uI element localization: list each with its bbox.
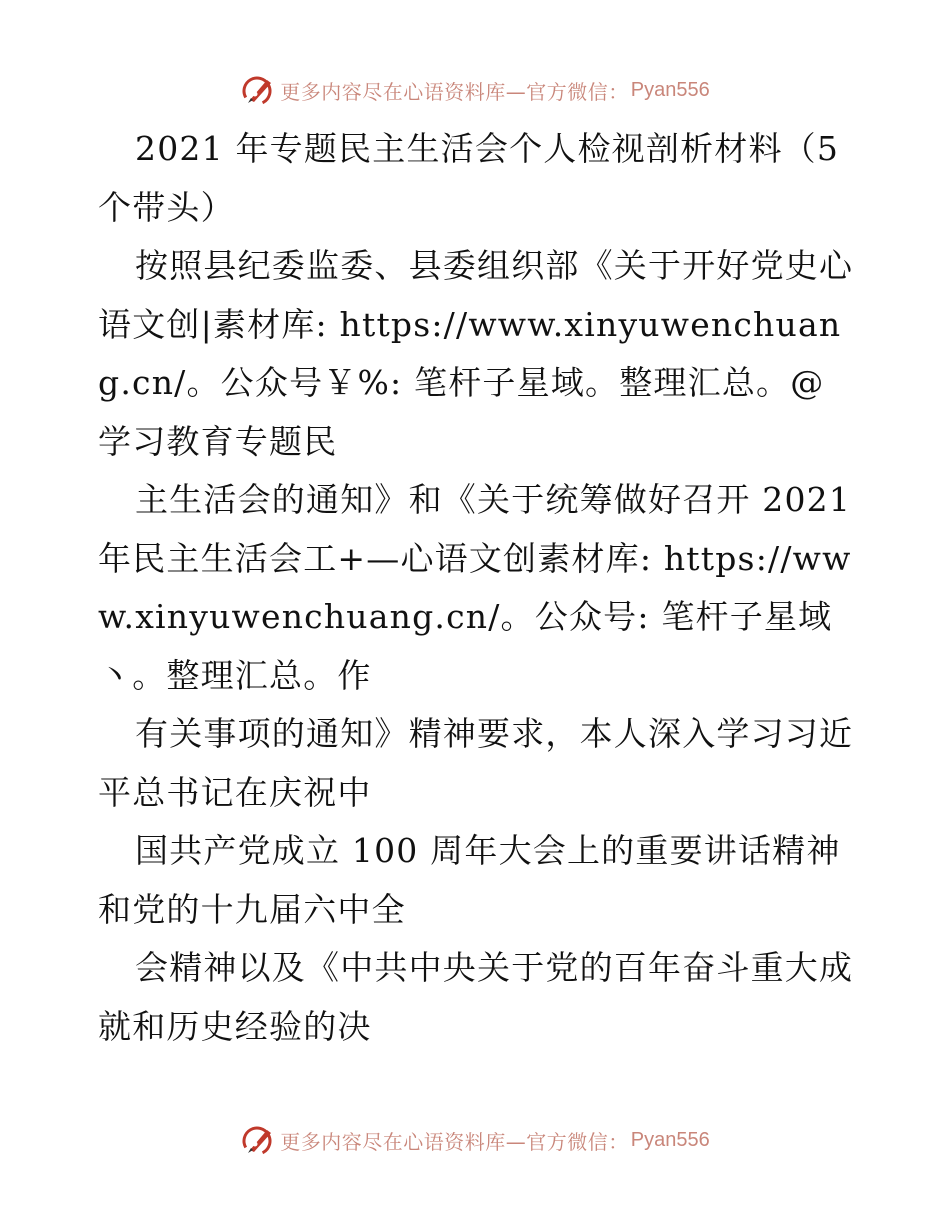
quill-pen-logo-icon — [240, 72, 276, 108]
header-watermark — [0, 70, 950, 110]
paragraph: 会精神以及《中共中央关于党的百年奋斗重大成就和历史经验的决 — [98, 948, 854, 1046]
paragraph: 主生活会的通知》和《关于统筹做好召开 2021 年民主生活会工+—心语文创素材库: https://www.xinyuwenchuang.cn/。公众号: 笔杆子星域丶。整理汇总。作 — [98, 480, 852, 695]
document-body — [98, 120, 858, 1056]
paragraph: 有关事项的通知》精神要求，本人深入学习习近平总书记在庆祝中 — [98, 714, 854, 812]
document-title: 2021 年专题民主生活会个人检视剖析材料（5 个带头） — [98, 129, 840, 227]
paragraph: 国共产党成立 100 周年大会上的重要讲话精神和党的十九届六中全 — [98, 831, 841, 929]
watermark-wechat-id: Pyan556 — [630, 1128, 710, 1151]
watermark-text: 更多内容尽在心语资料库—官方微信： — [280, 1129, 629, 1154]
paragraph: 按照县纪委监委、县委组织部《关于开好党史心语文创|素材库: https://www.xinyuwenchuang.cn/。公众号￥%: 笔杆子星域。整理汇总。@学习教育专题民 — [98, 246, 854, 461]
watermark-text: 更多内容尽在心语资料库—官方微信： — [280, 79, 629, 104]
footer-watermark — [0, 1120, 950, 1160]
watermark-wechat-id: Pyan556 — [630, 78, 710, 101]
quill-pen-logo-icon — [240, 1122, 276, 1158]
